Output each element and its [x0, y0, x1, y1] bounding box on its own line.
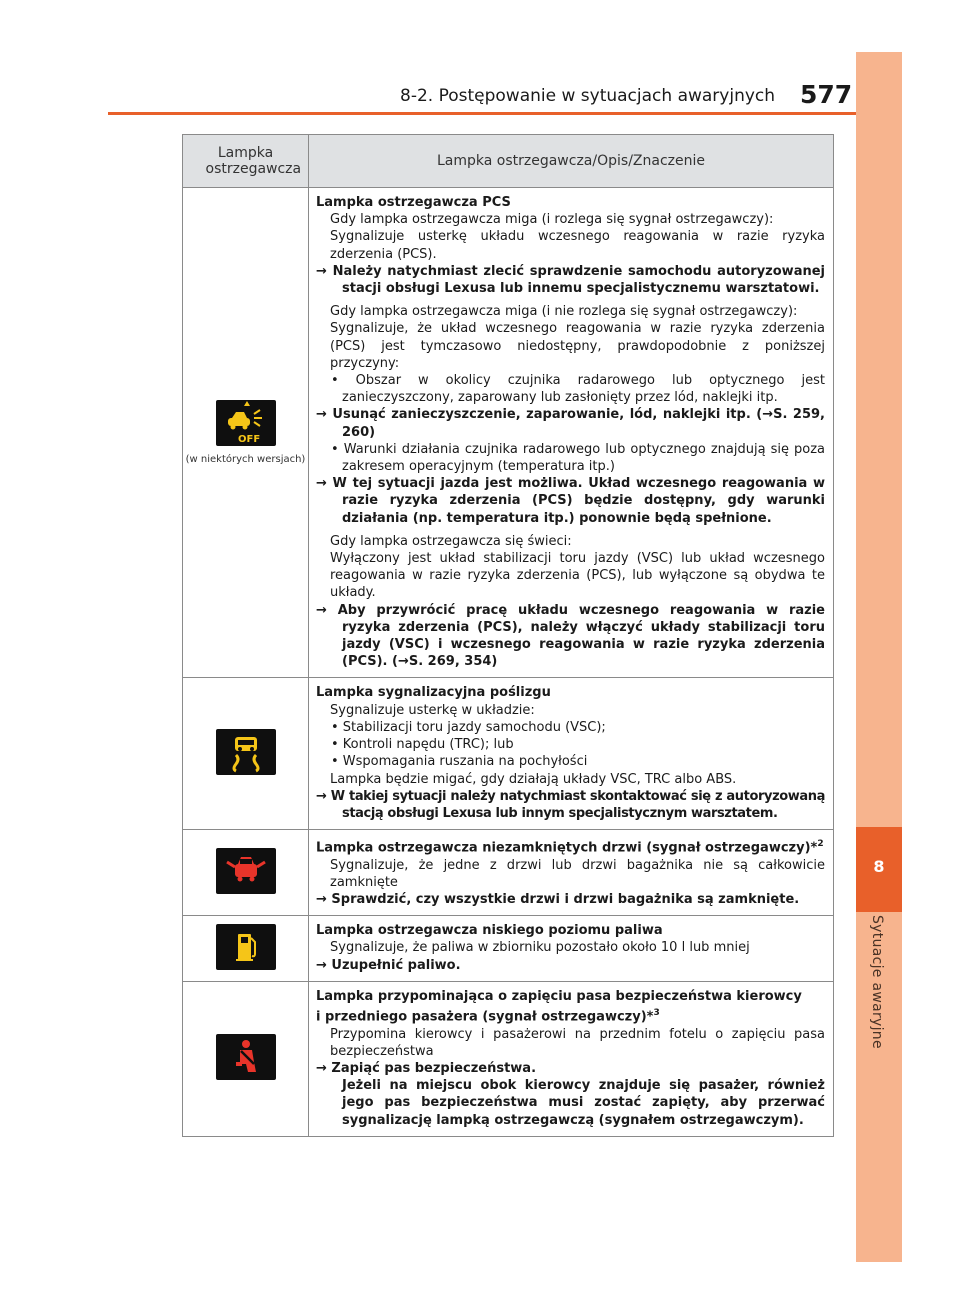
bullet-item: • Warunki działania czujnika radarowego lub optycznego znajdują się poza zakresem operacyjnym (temperatura itp.) — [331, 441, 825, 475]
description-cell — [309, 830, 834, 916]
table-row — [183, 981, 834, 1136]
description-cell — [309, 678, 834, 830]
row-title: Lampka sygnalizacyjna poślizgu — [316, 685, 551, 701]
table-row — [183, 916, 834, 982]
paragraph: Gdy lampka ostrzegawcza miga (i nie rozlega się sygnał ostrzegawczy): — [330, 304, 798, 320]
low-fuel-warning-icon — [216, 924, 276, 970]
row-title: Lampka ostrzegawcza niezamkniętych drzwi (sygnał ostrzegawczy)*$^2$ — [316, 839, 824, 856]
bullet-item: • Wspomagania ruszania na pochyłości — [331, 754, 588, 770]
description-cell — [309, 188, 834, 678]
row-title: Lampka ostrzegawcza PCS — [316, 195, 511, 210]
paragraph: Sygnalizuje usterkę układu wczesnego reagowania w razie ryzyka zderzenia (PCS). — [330, 229, 825, 262]
bullet-item: • Obszar w okolicy czujnika radarowego lub optycznego jest zanieczyszczony, zaparowany lub zasłonięty przez lód, naklejki itp. — [331, 373, 825, 406]
description-cell — [309, 916, 834, 982]
description-cell — [309, 981, 834, 1136]
header-rule — [108, 112, 856, 115]
table-header-row — [183, 135, 834, 188]
side-tab-number: 8 — [856, 827, 902, 912]
paragraph: Sygnalizuje, że paliwa w zbiorniku pozostało około 10 l lub mniej — [330, 940, 750, 956]
action-text: → Uzupełnić paliwo. — [316, 957, 461, 973]
action-text: → W tej sytuacji jazda jest możliwa. Układ wczesnego reagowania w razie ryzyka zderzenia (PCS) będzie dostępny, gdy warunki działania (np. temperatura itp.) ponownie będą spełnione. — [316, 476, 825, 526]
paragraph: Sygnalizuje, że jedne z drzwi lub drzwi bagażnika nie są całkowicie zamknięte — [330, 857, 825, 890]
paragraph: Wyłączony jest układ stabilizacji toru jazdy (VSC) lub układ wczesnego reagowania w razie ryzyka zderzenia (PCS), lub wyłączone są obydwa te układy. — [330, 551, 825, 601]
row-title-cont: i przedniego pasażera (sygnał ostrzegawczy)*$^3$ — [316, 1008, 660, 1025]
paragraph: Lampka będzie migać, gdy działają układy VSC, TRC albo ABS. — [330, 771, 737, 787]
seatbelt-reminder-icon — [216, 1034, 276, 1080]
page-number: 577 — [800, 80, 853, 109]
row-title: Lampka przypominająca o zapięciu pasa bezpieczeństwa kierowcy — [316, 988, 802, 1004]
bullet-item: • Stabilizacji toru jazdy samochodu (VSC); — [331, 719, 606, 735]
col-header-light: Lampka ostrzegawcza — [183, 135, 309, 188]
paragraph: Gdy lampka ostrzegawcza miga (i rozlega się sygnał ostrzegawczy): — [330, 212, 774, 228]
paragraph: Gdy lampka ostrzegawcza się świeci: — [330, 533, 572, 549]
side-tab — [856, 52, 902, 1262]
slip-indicator-icon — [216, 729, 276, 775]
action-text: → Sprawdzić, czy wszystkie drzwi i drzwi bagażnika są zamknięte. — [316, 892, 800, 908]
action-text: → W takiej sytuacji należy natychmiast skontaktować się z autoryzowaną stacją obsługi Lexusa lub innym specjalistycznym warsztatem. — [316, 788, 825, 821]
table-row — [183, 188, 834, 678]
row-title: Lampka ostrzegawcza niskiego poziomu paliwa — [316, 923, 663, 939]
pcs-off-warning-icon — [216, 400, 276, 446]
svg-text:OFF: OFF — [237, 433, 260, 445]
col-header-description: Lampka ostrzegawcza/Opis/Znaczenie — [309, 135, 834, 188]
action-text: Jeżeli na miejscu obok kierowcy znajduje się pasażer, również jego pas bezpieczeństwa musi zostać zapięty, aby przerwać sygnalizację lampką ostrzegawczą (sygnałem ostrzegawczym). — [342, 1078, 825, 1128]
action-text: → Należy natychmiast zlecić sprawdzenie samochodu autoryzowanej stacji obsługi Lexusa lub innemu specjalistycznemu warsztatowi. — [316, 263, 825, 297]
table-row — [183, 830, 834, 916]
paragraph: Przypomina kierowcy i pasażerowi na przednim fotelu o zapięciu pasa bezpieczeństwa — [330, 1026, 825, 1059]
paragraph: Sygnalizuje, że układ wczesnego reagowania w razie ryzyka zderzenia (PCS) jest tymczasowo niedostępny, prawdopodobnie z poniższej przyczyny: — [330, 321, 825, 371]
paragraph: Sygnalizuje usterkę w układzie: — [330, 702, 535, 718]
icon-note: (w niektórych wersjach) — [185, 453, 306, 465]
section-title: 8-2. Postępowanie w sytuacjach awaryjnych — [400, 86, 776, 106]
bullet-item: • Kontroli napędu (TRC); lub — [331, 737, 514, 753]
side-tab-label: Sytuacje awaryjne — [869, 915, 885, 1049]
open-door-warning-icon — [216, 848, 276, 894]
action-text: → Zapiąć pas bezpieczeństwa. — [316, 1061, 537, 1076]
warning-lights-table — [182, 134, 834, 1137]
table-row — [183, 678, 834, 830]
action-text: → Aby przywrócić pracę układu wczesnego reagowania w razie ryzyka zderzenia (PCS), należy włączyć układy stabilizacji toru jazdy (VSC) i wczesnego reagowania w razie ryzyka zderzenia (PCS). (→S. 269, 354) — [316, 602, 825, 670]
action-text: → Usunąć zanieczyszczenie, zaparowanie, lód, naklejki itp. (→S. 259, 260) — [316, 407, 825, 440]
